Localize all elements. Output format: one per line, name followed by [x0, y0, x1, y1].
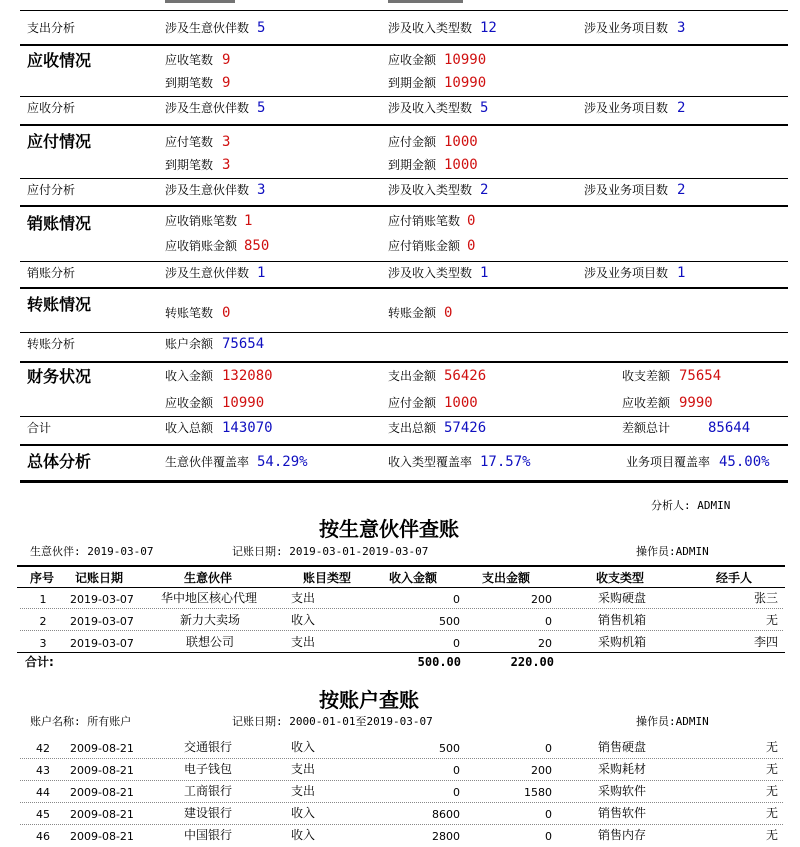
divider [20, 96, 788, 97]
row-expense: 20 [538, 637, 552, 650]
row-category: 销售硬盘 [598, 740, 647, 754]
section-divider [20, 205, 788, 207]
writeoff-rec-amount-label: 应收销账金额 [165, 239, 238, 253]
row-account-type: 收入 [291, 613, 316, 627]
expense-amount-value: 56426 [444, 368, 487, 384]
row-date: 2019-03-07 [70, 593, 134, 606]
row-account-type: 收入 [291, 806, 316, 820]
by-account-operator: 操作员:ADMIN [636, 715, 709, 728]
row-category: 销售软件 [598, 806, 647, 820]
section-divider [20, 444, 788, 446]
row-separator [20, 780, 783, 781]
balance-diff-value: 75654 [679, 368, 722, 384]
section-divider [20, 361, 788, 363]
by-account-date-info: 记账日期: 2000-01-01至2019-03-07 [232, 715, 433, 728]
row-account-type: 收入 [291, 828, 316, 842]
row-separator [20, 824, 783, 825]
total-expense-value: 57426 [444, 420, 487, 436]
col-header-index: 序号 [30, 571, 55, 585]
row-income: 500 [439, 742, 460, 755]
col-header-handler: 经手人 [716, 571, 753, 585]
partner-coverage-value: 54.29% [257, 454, 308, 470]
receivable-partners-label: 涉及生意伙伴数 [165, 101, 250, 115]
total-income-value: 143070 [222, 420, 273, 436]
top-types-label: 涉及收入类型数 [388, 21, 473, 35]
receivable-due-count-value: 9 [222, 75, 231, 91]
writeoff-pay-count-value: 0 [467, 213, 476, 229]
type-coverage-value: 17.57% [480, 454, 531, 470]
writeoff-pay-amount-label: 应付销账金额 [388, 239, 461, 253]
finance-title: 财务状况 [27, 367, 92, 386]
finance-rec-label: 应收金额 [165, 396, 214, 410]
row-index: 1 [39, 593, 47, 606]
row-index: 42 [36, 742, 50, 755]
payable-due-count-value: 3 [222, 157, 231, 173]
row-separator [20, 630, 783, 631]
row-handler: 无 [765, 784, 778, 798]
payable-partners-label: 涉及生意伙伴数 [165, 183, 250, 197]
receivable-types-label: 涉及收入类型数 [388, 101, 473, 115]
row-index: 3 [39, 637, 47, 650]
receivable-amount-value: 10990 [444, 52, 487, 68]
overall-title: 总体分析 [27, 452, 92, 471]
payable-title: 应付情况 [27, 132, 92, 151]
payable-projects-label: 涉及业务项目数 [584, 183, 669, 197]
row-account: 建设银行 [184, 806, 233, 820]
row-account-type: 支出 [291, 591, 316, 605]
project-coverage-value: 45.00% [719, 454, 770, 470]
writeoff-projects-label: 涉及业务项目数 [584, 266, 669, 280]
writeoff-title: 销账情况 [27, 214, 92, 233]
payable-due-amount-value: 1000 [444, 157, 478, 173]
row-index: 44 [36, 786, 50, 799]
row-income: 0 [453, 593, 460, 606]
row-category: 采购耗材 [598, 762, 647, 776]
col-header-category: 收支类型 [596, 571, 645, 585]
finance-rec-diff-label: 应收差额 [622, 396, 671, 410]
row-index: 2 [39, 615, 47, 628]
col-header-account-type: 账目类型 [303, 571, 352, 585]
total-diff-value: 85644 [708, 420, 751, 436]
section-divider [20, 124, 788, 126]
row-index: 43 [36, 764, 50, 777]
row-separator [20, 758, 783, 759]
row-date: 2009-08-21 [70, 742, 134, 755]
row-expense: 0 [545, 615, 552, 628]
finance-pay-value: 1000 [444, 395, 478, 411]
row-handler: 无 [765, 828, 778, 842]
row-expense: 200 [531, 593, 552, 606]
row-expense: 1580 [524, 786, 552, 799]
row-handler: 张三 [753, 591, 778, 605]
type-coverage-label: 收入类型覆盖率 [388, 455, 473, 469]
by-partner-date-info: 记账日期: 2019-03-01-2019-03-07 [232, 545, 429, 558]
receivable-due-amount-value: 10990 [444, 75, 487, 91]
receivable-amount-label: 应收金额 [388, 53, 437, 67]
row-handler: 无 [765, 613, 778, 627]
transfer-amount-value: 0 [444, 305, 453, 321]
transfer-title: 转账情况 [27, 295, 92, 314]
row-category: 销售内存 [598, 828, 647, 842]
row-account-type: 支出 [291, 784, 316, 798]
row-account: 交通银行 [184, 740, 233, 754]
receivable-projects-label: 涉及业务项目数 [584, 101, 669, 115]
writeoff-pay-count-label: 应付销账笔数 [388, 214, 461, 228]
payable-due-count-label: 到期笔数 [165, 158, 214, 172]
row-separator [20, 802, 783, 803]
payable-partners-value: 3 [257, 182, 266, 198]
row-income: 0 [453, 764, 460, 777]
row-expense: 0 [545, 830, 552, 843]
row-income: 500 [439, 615, 460, 628]
total-row-label: 合计: [25, 655, 54, 669]
by-account-account-info: 账户名称: 所有账户 [30, 715, 132, 728]
payable-projects-value: 2 [677, 182, 686, 198]
row-partner: 华中地区核心代理 [161, 591, 258, 605]
col-header-expense: 支出金额 [482, 571, 531, 585]
expense-analysis-label: 支出分析 [27, 21, 76, 35]
row-date: 2019-03-07 [70, 637, 134, 650]
writeoff-types-label: 涉及收入类型数 [388, 266, 473, 280]
payable-due-amount-label: 到期金额 [388, 158, 437, 172]
table-header-top-border [17, 565, 785, 567]
row-handler: 李四 [753, 635, 778, 649]
receivable-analysis-label: 应收分析 [27, 101, 76, 115]
receivable-projects-value: 2 [677, 100, 686, 116]
payable-amount-label: 应付金额 [388, 135, 437, 149]
top-projects-label: 涉及业务项目数 [584, 21, 669, 35]
total-row-income: 500.00 [417, 655, 461, 669]
top-partners-label: 涉及生意伙伴数 [165, 21, 250, 35]
analyst: 分析人: ADMIN [651, 499, 731, 512]
receivable-due-amount-label: 到期金额 [388, 76, 437, 90]
by-account-title: 按账户查账 [319, 688, 419, 712]
col-header-income: 收入金额 [389, 571, 438, 585]
income-amount-value: 132080 [222, 368, 273, 384]
row-partner: 联想公司 [186, 635, 235, 649]
receivable-partners-value: 5 [257, 100, 266, 116]
by-partner-title: 按生意伙伴查账 [319, 517, 459, 541]
top-projects-value: 3 [677, 20, 686, 36]
writeoff-rec-count-label: 应收销账笔数 [165, 214, 238, 228]
row-index: 46 [36, 830, 50, 843]
payable-types-label: 涉及收入类型数 [388, 183, 473, 197]
project-coverage-label: 业务项目覆盖率 [626, 455, 711, 469]
finance-pay-label: 应付金额 [388, 396, 437, 410]
receivable-count-value: 9 [222, 52, 231, 68]
row-income: 2800 [432, 830, 460, 843]
row-expense: 200 [531, 764, 552, 777]
divider [20, 416, 788, 417]
total-income-label: 收入总额 [165, 421, 214, 435]
divider [20, 261, 788, 262]
transfer-count-label: 转账笔数 [165, 306, 214, 320]
divider [20, 332, 788, 333]
col-header-date: 记账日期 [75, 571, 124, 585]
top-partners-value: 5 [257, 20, 266, 36]
row-income: 8600 [432, 808, 460, 821]
row-account-type: 支出 [291, 762, 316, 776]
writeoff-rec-amount-value: 850 [244, 238, 270, 254]
by-partner-operator: 操作员:ADMIN [636, 545, 709, 558]
table-bottom-border [17, 652, 785, 653]
row-category: 采购机箱 [598, 635, 647, 649]
row-income: 0 [453, 786, 460, 799]
payable-count-label: 应付笔数 [165, 135, 214, 149]
row-handler: 无 [765, 740, 778, 754]
cutoff-top-remnant-mid [388, 0, 463, 3]
payable-types-value: 2 [480, 182, 489, 198]
row-account: 工商银行 [184, 784, 233, 798]
row-index: 45 [36, 808, 50, 821]
transfer-analysis-label: 转账分析 [27, 337, 76, 351]
row-category: 采购软件 [598, 784, 647, 798]
top-types-value: 12 [480, 20, 497, 36]
balance-diff-label: 收支差额 [622, 369, 671, 383]
writeoff-types-value: 1 [480, 265, 489, 281]
row-account-type: 支出 [291, 635, 316, 649]
row-category: 采购硬盘 [598, 591, 647, 605]
finance-rec-value: 10990 [222, 395, 265, 411]
row-account-type: 收入 [291, 740, 316, 754]
receivable-title: 应收情况 [27, 51, 92, 70]
writeoff-analysis-label: 销账分析 [27, 266, 76, 280]
row-date: 2019-03-07 [70, 615, 134, 628]
payable-amount-value: 1000 [444, 134, 478, 150]
receivable-types-value: 5 [480, 100, 489, 116]
writeoff-partners-value: 1 [257, 265, 266, 281]
section-divider [20, 44, 788, 46]
col-header-partner: 生意伙伴 [184, 571, 233, 585]
total-diff-label: 差额总计 [622, 421, 671, 435]
row-handler: 无 [765, 806, 778, 820]
row-expense: 0 [545, 808, 552, 821]
row-separator [20, 608, 783, 609]
transfer-count-value: 0 [222, 305, 231, 321]
row-date: 2009-08-21 [70, 764, 134, 777]
by-partner-partner-info: 生意伙伴: 2019-03-07 [30, 545, 154, 558]
section-divider [20, 480, 788, 483]
writeoff-partners-label: 涉及生意伙伴数 [165, 266, 250, 280]
total-expense-label: 支出总额 [388, 421, 437, 435]
finance-rec-diff-value: 9990 [679, 395, 713, 411]
writeoff-pay-amount-value: 0 [467, 238, 476, 254]
row-account: 中国银行 [184, 828, 233, 842]
expense-amount-label: 支出金额 [388, 369, 437, 383]
row-date: 2009-08-21 [70, 786, 134, 799]
row-date: 2009-08-21 [70, 808, 134, 821]
partner-coverage-label: 生意伙伴覆盖率 [165, 455, 250, 469]
row-partner: 新力大卖场 [180, 613, 241, 627]
table-header-bottom-border [17, 587, 785, 588]
payable-count-value: 3 [222, 134, 231, 150]
receivable-due-count-label: 到期笔数 [165, 76, 214, 90]
payable-analysis-label: 应付分析 [27, 183, 76, 197]
row-income: 0 [453, 637, 460, 650]
account-balance-label: 账户余额 [165, 337, 214, 351]
row-category: 销售机箱 [598, 613, 647, 627]
cutoff-top-remnant-left [165, 0, 235, 3]
writeoff-projects-value: 1 [677, 265, 686, 281]
writeoff-rec-count-value: 1 [244, 213, 253, 229]
account-balance-value: 75654 [222, 336, 265, 352]
row-date: 2009-08-21 [70, 830, 134, 843]
income-amount-label: 收入金额 [165, 369, 214, 383]
total-row-expense: 220.00 [510, 655, 554, 669]
divider [20, 178, 788, 179]
receivable-count-label: 应收笔数 [165, 53, 214, 67]
total-label: 合计 [27, 421, 52, 435]
row-account: 电子钱包 [184, 762, 233, 776]
divider [20, 10, 788, 11]
row-expense: 0 [545, 742, 552, 755]
section-divider [20, 287, 788, 289]
row-handler: 无 [765, 762, 778, 776]
transfer-amount-label: 转账金额 [388, 306, 437, 320]
